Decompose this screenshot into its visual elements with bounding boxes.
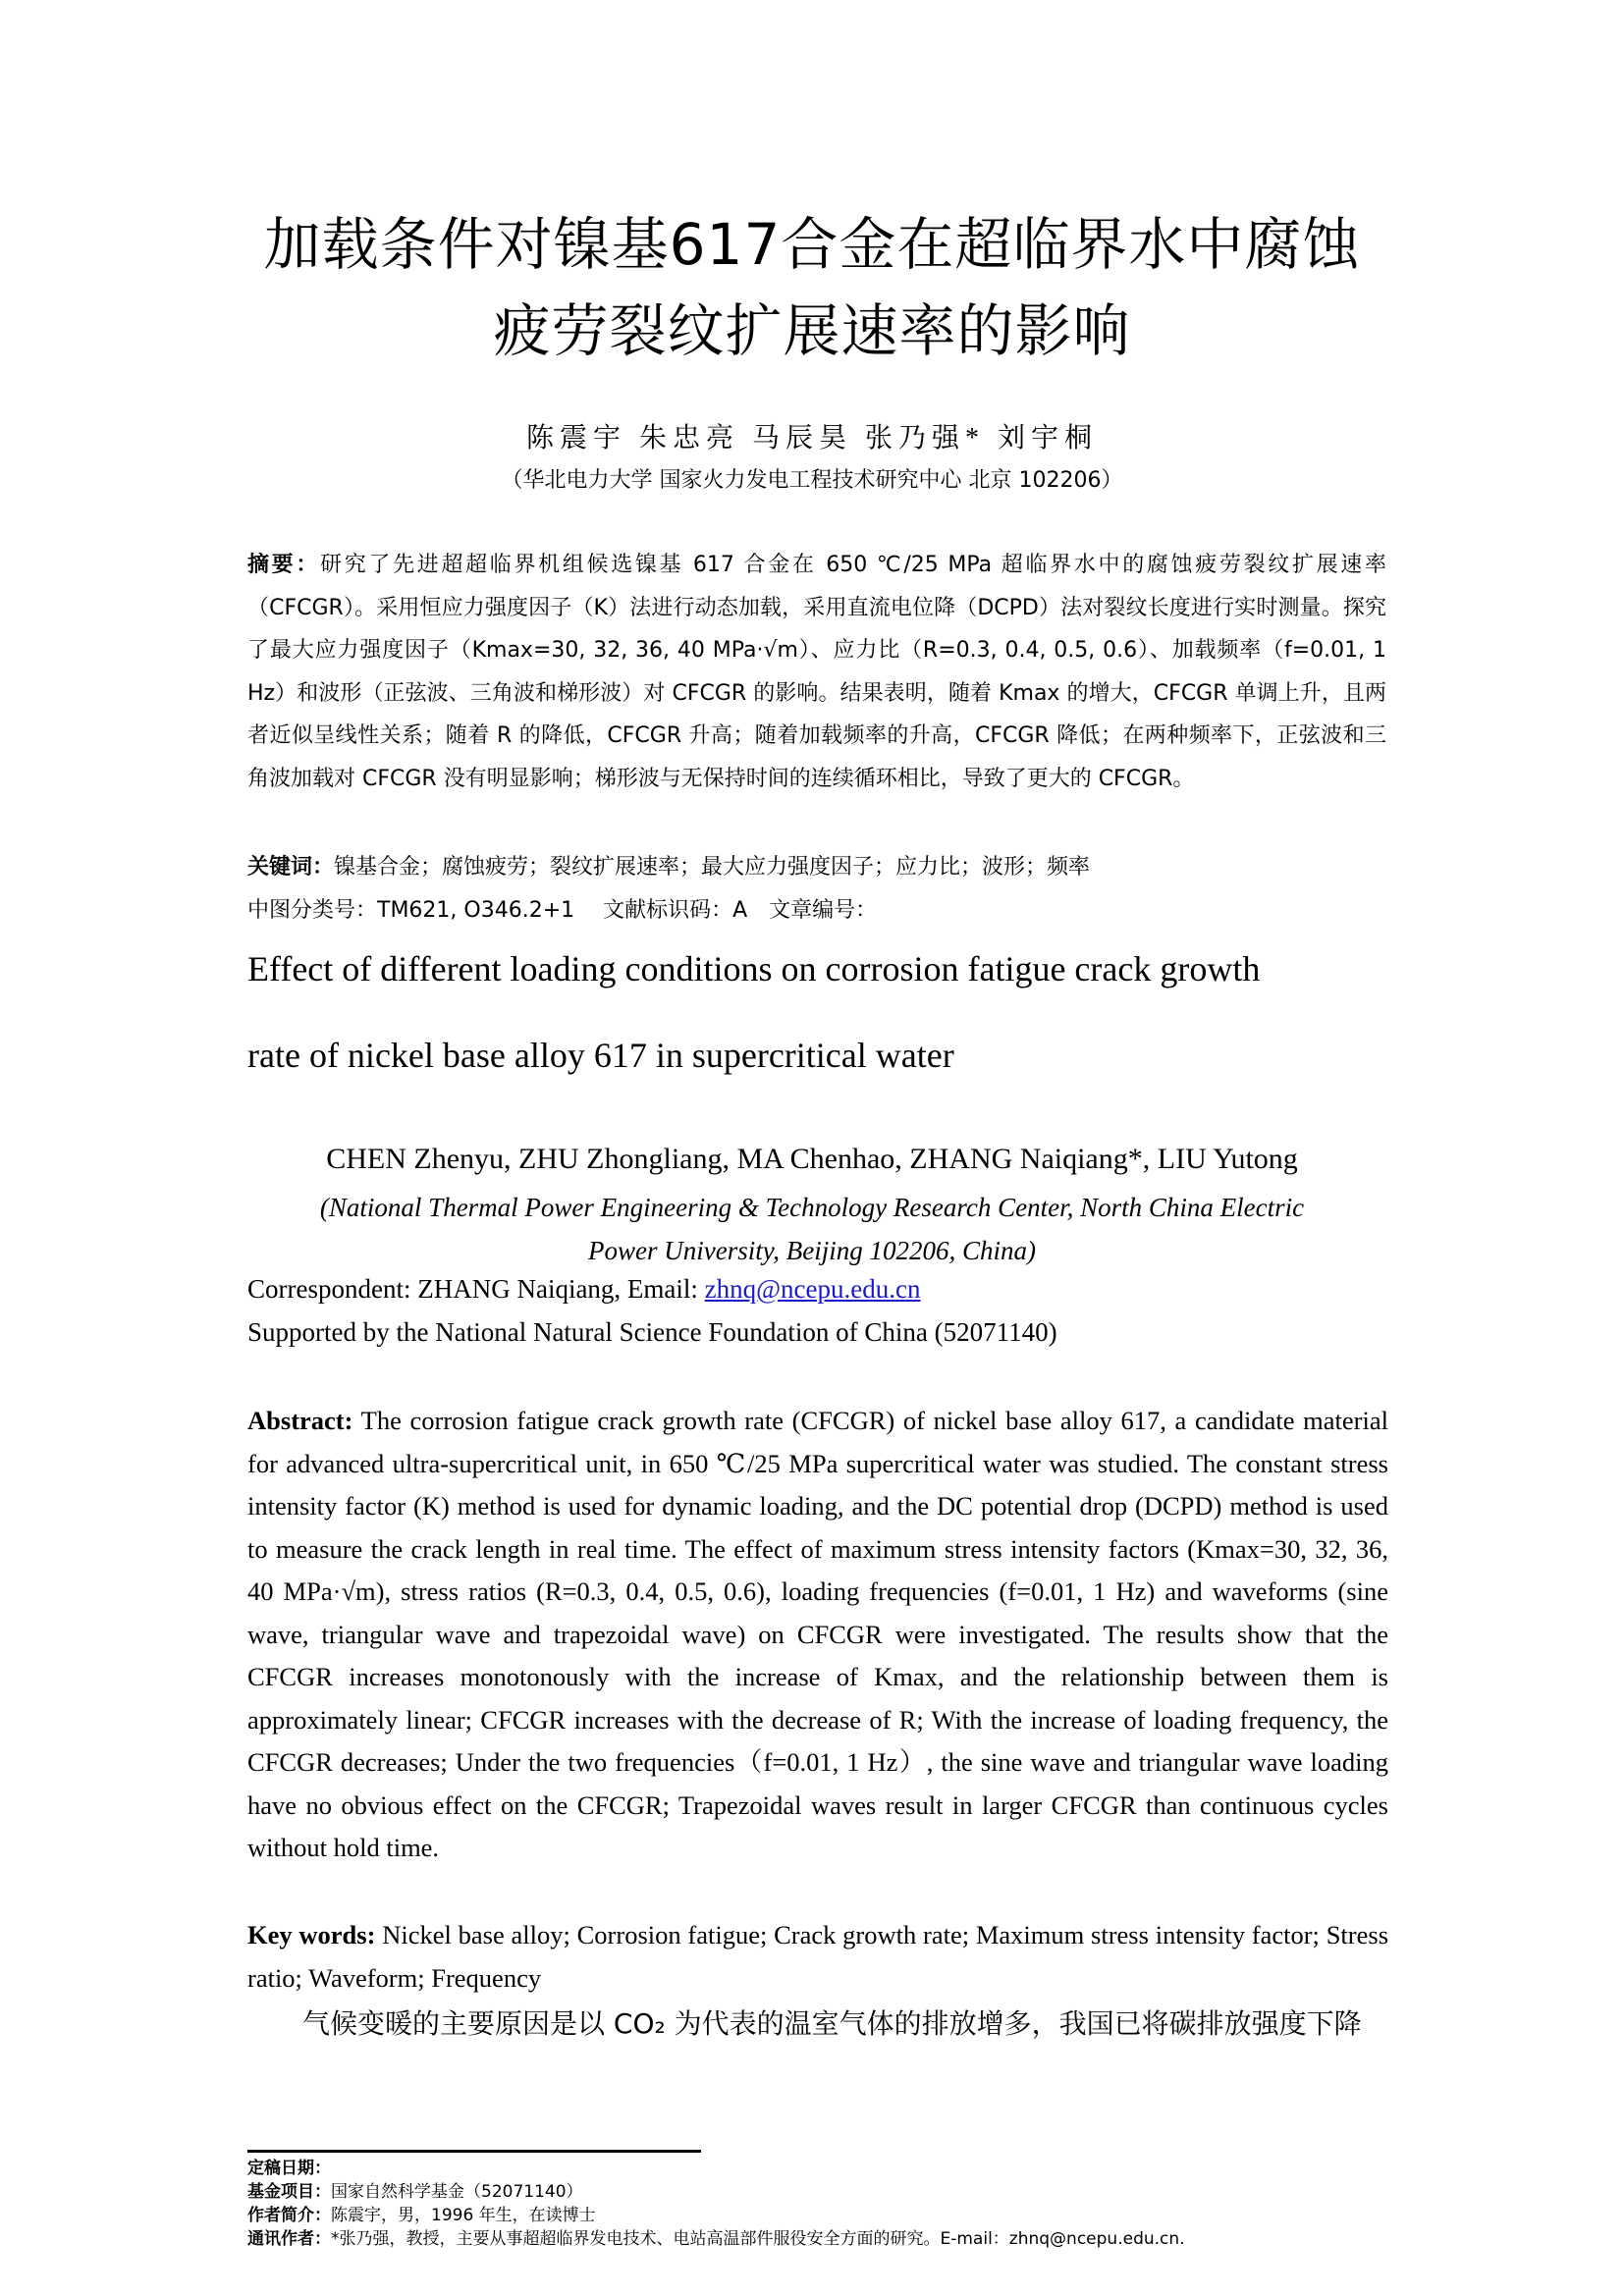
cn-abstract-label: 摘要：	[247, 553, 321, 577]
footnote-funding	[247, 2181, 583, 2203]
en-affiliation-line-1: (National Thermal Power Engineering & Technology Research Center, North China Electric	[319, 1193, 1305, 1222]
footnote-text: 国家自然科学基金（52071140）	[331, 2182, 583, 2202]
cn-keywords	[247, 850, 1090, 881]
en-correspondent	[247, 1274, 920, 1305]
footnote-label: 定稿日期：	[247, 2159, 331, 2178]
en-abstract-text: The corrosion fatigue crack growth rate (CFCGR) of nickel base alloy 617, a candidate material for advanced ultra-supercritical unit, in 650 ℃/25 MPa supercritical water was studied. The constant stress intensity factor (K) method is used for dynamic loading, and the DC potential drop (DCPD) method is used to measure the crack length in real time. The effect of maximum stress intensity factors (Kmax=30, 32, 36, 40 MPa·√m), stress ratios (R=0.3, 0.4, 0.5, 0.6), loading frequencies (f=0.01, 1 Hz) and waveforms (sine wave, triangular wave and trapezoidal wave) on CFCGR were investigated. The results show that the CFCGR increases monotonously with the increase of Kmax, and the relationship between them is approximately linear; CFCGR increases with the decrease of R; With the increase of loading frequency, the CFCGR decreases; Under the two frequencies（f=0.01, 1 Hz）, the sine wave and triangular wave loading have no obvious effect on the CFCGR; Trapezoidal waves result in larger CFCGR than continuous cycles without hold time.	[247, 1406, 1388, 1862]
footnote-divider	[247, 2150, 701, 2153]
cn-abstract	[247, 544, 1386, 800]
en-affiliation-line-2: Power University, Beijing 102206, China)	[588, 1236, 1036, 1265]
en-title-line-2: rate of nickel base alloy 617 in supercritical water	[247, 1036, 954, 1075]
footnote-text: *张乃强，教授，主要从事超超临界发电技术、电站高温部件服役安全方面的研究。E-mail：zhnq@ncepu.edu.cn.	[331, 2229, 1185, 2249]
footnote-corresponding	[247, 2228, 1185, 2250]
cn-keywords-text: 镍基合金；腐蚀疲劳；裂纹扩展速率；最大应力强度因子；应力比；波形；频率	[334, 855, 1091, 880]
intro-paragraph: 气候变暖的主要原因是以 CO₂ 为代表的温室气体的排放增多，我国已将碳排放强度下降	[302, 2007, 1362, 2040]
footnote-received	[247, 2158, 331, 2179]
footnote-label: 基金项目：	[247, 2182, 331, 2202]
cn-keywords-label: 关键词：	[247, 855, 335, 880]
email-link[interactable]: zhnq@ncepu.edu.cn	[704, 1274, 921, 1304]
cn-title-line-1: 加载条件对镍基617合金在超临界水中腐蚀	[263, 211, 1361, 278]
cn-title-line-2: 疲劳裂纹扩展速率的影响	[493, 297, 1131, 364]
en-keywords-text: Nickel base alloy; Corrosion fatigue; Crack growth rate; Maximum stress intensity factor; Stress ratio; Waveform; Frequency	[247, 1920, 1389, 1993]
footnote-author-bio	[247, 2205, 596, 2226]
en-authors: CHEN Zhenyu, ZHU Zhongliang, MA Chenhao, ZHANG Naiqiang*, LIU Yutong	[326, 1143, 1298, 1175]
correspondent-prefix: Correspondent: ZHANG Naiqiang, Email:	[247, 1274, 705, 1304]
footnote-text: 陈震宇，男，1996 年生，在读博士	[331, 2206, 596, 2225]
en-supported: Supported by the National Natural Science Foundation of China (52071140)	[247, 1317, 1057, 1347]
cn-authors: 陈震宇 朱忠亮 马辰昊 张乃强* 刘宇桐	[525, 423, 1098, 454]
cn-abstract-text: 研究了先进超超临界机组候选镍基 617 合金在 650 ℃/25 MPa 超临界水中的腐蚀疲劳裂纹扩展速率（CFCGR）。采用恒应力强度因子（K）法进行动态加载，采用直流电位降（DCPD）法对裂纹长度进行实时测量。探究了最大应力强度因子（Kmax=30, 32, 36, 40 MPa·√m）、应力比（R=0.3, 0.4, 0.5, 0.6）、加载频率（f=0.01, 1 Hz）和波形（正弦波、三角波和梯形波）对 CFCGR 的影响。结果表明，随着 Kmax 的增大，CFCGR 单调上升，且两者近似呈线性关系；随着 R 的降低，CFCGR 升高；随着加载频率的升高，CFCGR 降低；在两种频率下，正弦波和三角波加载对 CFCGR 没有明显影响；梯形波与无保持时间的连续循环相比，导致了更大的 CFCGR。	[247, 553, 1386, 791]
cn-affiliation: （华北电力大学 国家火力发电工程技术研究中心 北京 102206）	[501, 468, 1123, 493]
cn-classification: 中图分类号：TM621, O346.2+1 文献标识码：A 文章编号：	[247, 898, 878, 923]
footnote-label: 通讯作者：	[247, 2229, 331, 2249]
en-title-line-1: Effect of different loading conditions on corrosion fatigue crack growth	[247, 949, 1261, 988]
en-keywords	[247, 1914, 1388, 2000]
en-keywords-label: Key words:	[247, 1920, 376, 1949]
footnote-label: 作者简介：	[247, 2206, 331, 2225]
en-abstract	[247, 1400, 1388, 1870]
en-abstract-label: Abstract:	[247, 1406, 353, 1435]
